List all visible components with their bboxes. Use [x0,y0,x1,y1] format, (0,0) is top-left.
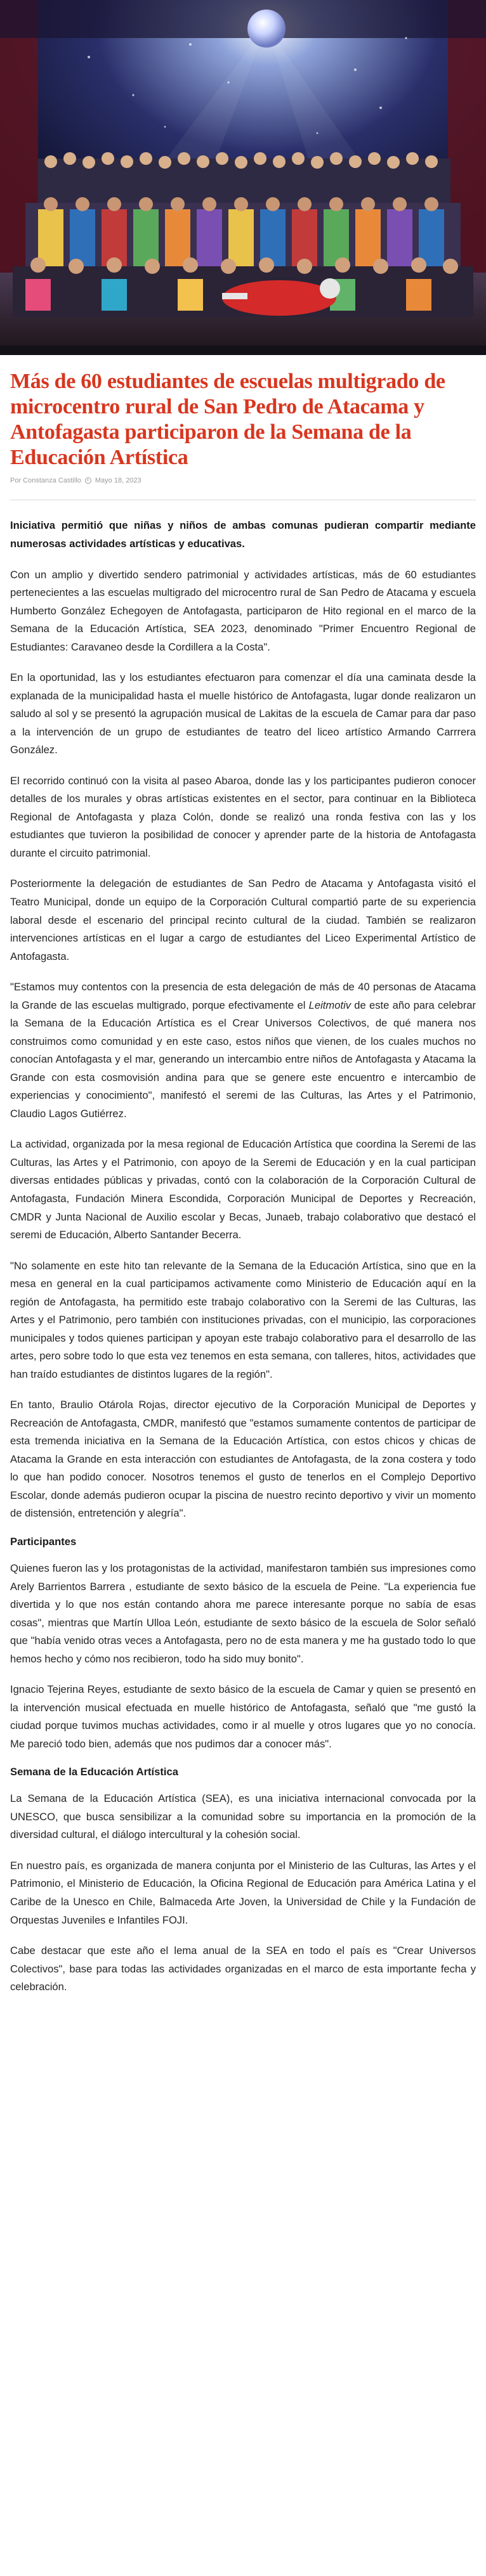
article-author[interactable]: Por Constanza Castillo [10,477,81,485]
emphasis-text: Leitmotiv [308,999,351,1011]
hero-photo [0,0,486,355]
article-meta [10,477,476,484]
hero-image [0,0,486,355]
paragraph: El recorrido continuó con la visita al paseo Abaroa, donde las y los participantes pudieron conocer detalles de los murales y obras artísticas existentes en el sector, para continuar en la Biblioteca Regional de Antofagasta y plaza Colón, donde se realizó una ronda festiva con las y los estudiantes que tuvieron la posibilidad de conocer y aprender parte de la historia de Antofagasta durante el circuito patrimonial. [10,774,476,859]
paragraph: En la oportunidad, las y los estudiantes efectuaron para comenzar el día una caminata desde la explanada de la municipalidad hasta el muelle histórico de Antofagasta, lugar donde realizaron un saludo al sol y se presentó la agrupación musical de Lakitas de la escuela de Camar para dar paso a la intervención de un grupo de estudiantes de teatro del liceo artístico Armando Carrrera González. [10,671,476,756]
section-heading-participantes: Participantes [10,1536,77,1548]
section-heading-sea: Semana de la Educación Artística [10,1766,178,1778]
paragraph-text: de este año para celebrar la Semana de la Educación Artística es el Crear Universos Colectivos, de qué manera nos construimos como comunidad y en este caso, estos niños que vienen, de los cuales muchos no conocían Antofagasta y el mar, generando un intercambio entre niños de Antofagasta y Atacama la Grande con esta cosmovisión andina para que se genere este encuentro e intercambio de experiencias y conocimiento", manifestó el seremi de las Culturas, las Artes y el Patrimonio, Claudio Lagos Gutiérrez. [10,999,476,1120]
paragraph: La Semana de la Educación Artística (SEA), es una iniciativa internacional convocada por la UNESCO, que busca sensibilizar a la comunidad sobre su importancia en la promoción de la diversidad cultural, el diálogo intercultural y la cohesión social. [10,1792,476,1841]
paragraph: Ignacio Tejerina Reyes, estudiante de sexto básico de la escuela de Camar y quien se presentó en la intervención musical efectuada en muelle histórico de Antofagasta, señaló que "me gustó la ciudad porque tuvimos muchas actividades, como ir al muelle y otros lugares que yo no conocía. Me pareció todo bien, además que nos pudimos dar a conocer más". [10,1683,476,1750]
paragraph: En nuestro país, es organizada de manera conjunta por el Ministerio de las Culturas, las Artes y el Patrimonio, el Ministerio de Educación, la Oficina Regional de Educación para América Latina y el Caribe de la Unesco en Chile, Balmaceda Arte Joven, la Universidad de Chile y la Fundación de Orquestas Juveniles e Infantiles FOJI. [10,1859,476,1926]
article-lead: Iniciativa permitió que niñas y niños de ambas comunas pudieran compartir mediante numerosas actividades artísticas y educativas. [10,519,476,550]
article-body [10,517,476,1996]
paragraph: Cabe destacar que este año el lema anual de la SEA en todo el país es "Crear Universos Colectivos", base para todas las actividades organizadas en el marco de esta importante fecha y celebración. [10,1945,476,1993]
article [0,369,486,1997]
paragraph: Quienes fueron las y los protagonistas de la actividad, manifestaron también sus impresiones como Arely Barrientos Barrera , estudiante de sexto básico de la escuela de Peine. "La experiencia fue divertida y lo que nos están contando ahora me parece interesante porque no sabía de esas cosas", mientras que Martín Ulloa León, estudiante de sexto básico de la escuela de Solor señaló que "había venido otras veces a Antofagasta, pero no de esta manera y me ha gustado todo lo que hemos hecho y cómo nos recibieron, todo ha sido muy bonito". [10,1562,476,1665]
article-title: Más de 60 estudiantes de escuelas multigrado de microcentro rural de San Pedro de Atacama y Antofagasta participaron de la Semana de la Educación Artística [10,370,445,470]
paragraph: "No solamente en este hito tan relevante de la Semana de la Educación Artística, sino que en la mesa en general en la cual participamos activamente como Ministerio de Educación aquí en la región de Antofagasta, ha permitido este trabajo colaborativo con la Seremi de las Culturas, las Artes y el Patrimonio, pero también con instituciones privadas, con el municipio, las corporaciones municipales y todos quienes participan y apoyan este trabajo colaborativo para el desarrollo de las artes, pero sobre todo lo que esta vez tenemos en esta semana, con talleres, hitos, actividades que han traído estudiantes de distintos lugares de la región". [10,1259,476,1380]
paragraph: Con un amplio y divertido sendero patrimonial y actividades artísticas, más de 60 estudiantes pertenecientes a las escuelas multigrado del microcentro rural de San Pedro de Atacama y escuela Humberto González Echegoyen de Antofagasta, participaron de Hito regional en el marco de la Semana de la Educación Artística, SEA 2023, denominado "Primer Encuentro Regional de Estudiantes: Caravaneo desde la Cordillera a la Costa". [10,568,476,653]
article-date: Mayo 18, 2023 [95,477,141,485]
paragraph: La actividad, organizada por la mesa regional de Educación Artística que coordina la Seremi de las Culturas, las Artes y el Patrimonio, con apoyo de la Seremi de Educación y en la cual participan diversas entidades públicas y privadas, contó con la colaboración de la Corporación Cultural de Antofagasta, Fundación Minera Escondida, Corporación Municipal de Deportes y Recreación, CMDR y Junta Nacional de Auxilio escolar y Becas, Junaeb, trabajo colaborativo que destacó el seremi de Educación, Alberto Santander Becerra. [10,1138,476,1241]
paragraph: En tanto, Braulio Otárola Rojas, director ejecutivo de la Corporación Municipal de Deportes y Recreación de Antofagasta, CMDR, manifestó que "estamos sumamente contentos de participar de esta tremenda iniciativa en la Semana de la Educación Artística, con estos chicos y chicas de Atacama la Grande en esta interacción con estudiantes de Antofagasta, de la zona costera y todo lo que han podido conocer. Nosotros tenemos el gusto de tenerlos en el Complejo Deportivo Escolar, donde además pudieron ocupar la piscina de nuestro recinto deportivo y vivir un momento de distensión, entretención y alegría". [10,1399,476,1520]
paragraph [10,978,476,1123]
paragraph: Posteriormente la delegación de estudiantes de San Pedro de Atacama y Antofagasta visitó el Teatro Municipal, donde un equipo de la Corporación Cultural compartió parte de su experiencia laboral desde el escenario del principal recinto cultural de la ciudad. También se realizaron intervenciones artísticas en el lugar a cargo de estudiantes del Liceo Experimental Artístico de Antofagasta. [10,877,476,962]
paragraph-text: "Estamos muy contentos con la presencia de esta delegación de más de 40 personas de Atacama la Grande de las escuelas multigrado, porque efectivamente el [10,981,476,1011]
clock-icon [85,477,91,484]
